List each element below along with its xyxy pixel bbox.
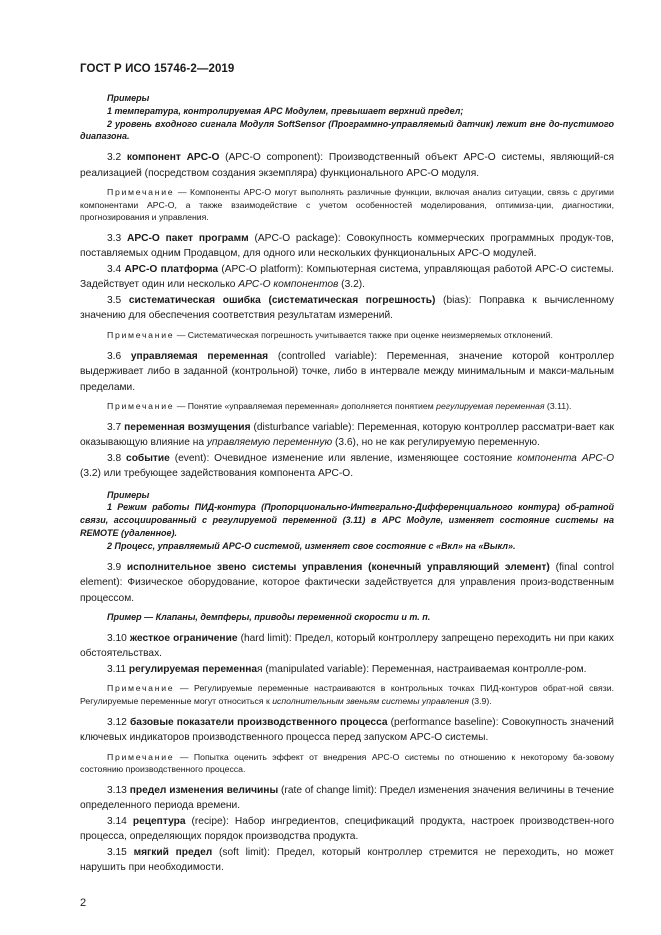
term-title: APC-O платформа (124, 263, 219, 275)
example-item: 2 уровень входного сигнала Модуля SoftSensor (Программно-управляемый датчик) лежит вне до-пустимого диапазона. (80, 118, 614, 142)
term-definition (80, 349, 614, 396)
example-item: 2 Процесс, управляемый APC-O системой, изменяет свое состояние с «Вкл» на «Выкл». (107, 540, 516, 551)
term-text: (hard limit): Предел, который контроллеру запрещено переходить ни при каких обстоятельствах. (80, 632, 614, 660)
term-title: рецептура (132, 815, 186, 827)
term-title: переменная возмущения (124, 421, 251, 433)
note-text: (3.11). (544, 401, 572, 412)
term-definition (80, 420, 614, 451)
note-label: Примечание (107, 751, 175, 762)
note-text: — Попытка оценить эффект от внедрения APC-O системы по отношению к некоторому ба-зовому состоянию производственного процесса. (80, 751, 614, 775)
term-definition (80, 451, 614, 482)
term-text: (controlled variable): Переменная, значение которой контроллер выдерживает либо в заданной (контрольной) точке, либо в интервале между минимальным и макси-мальным пределами. (80, 350, 614, 393)
term-title: жесткое ограничение (129, 632, 238, 644)
example-item: 1 температура, контролируемая АРС Модулем, превышает верхний предел; (107, 105, 464, 116)
term-text: (recipe): Набор ингредиентов, спецификаций продукта, настроек производствен-ного процесса, определяющих порядок производства продукта. (80, 815, 614, 843)
term-title: базовые показатели производственного процесса (129, 716, 388, 728)
term-title: регулируемая переменна (128, 663, 258, 675)
term-definition (80, 783, 614, 814)
note-text: — Регулируемые переменные настраиваются в контрольных точках ПИД-контуров обрат-ной связи. Регулируемые переменные могут относиться к (80, 683, 614, 707)
term-text: (final control element): Физическое оборудование, которое фактически задействуется для управления произ-водственным процессом. (80, 561, 614, 604)
term-text: (3.2) или требующее задействования компонента APC-O. (80, 468, 354, 480)
example-item: 1 Режим работы ПИД-контура (Пропорционально-Интегрально-Дифференциального контура) об-ратной связи, ассоциированный с регулируемой переменной (3.11) в APC Модуле, изменяет состояние системы на REMOTE (удаленное). (80, 502, 614, 539)
examples-title: Примеры (107, 93, 150, 103)
term-reference: APC-O компонентов (238, 279, 339, 291)
term-text: (APC-O platform): Компьютерная система, управляющая работой APC-O системы. Задействует один или несколько (80, 263, 614, 291)
term-text: (3.6), но не как регулируемую переменную. (332, 437, 540, 449)
term-definition (80, 262, 614, 293)
term-definition (80, 560, 614, 607)
term-text: (rate of change limit): Предел изменения значения величины в течение определенного периода времени. (80, 784, 614, 812)
term-number: 3.13 (107, 784, 130, 796)
term-reference: управляемую переменную (206, 437, 333, 449)
term-definition (80, 662, 614, 678)
term-definition (80, 845, 614, 876)
term-definition (80, 150, 614, 181)
term-title: событие (126, 452, 170, 464)
term-number: 3.4 (107, 263, 125, 275)
term-number: 3.5 (107, 294, 129, 306)
term-definition (80, 631, 614, 662)
term-text: (disturbance variable): Переменная, которую контроллер рассматри-вает как оказывающую влияние на (80, 421, 614, 449)
term-title: компонент APC-O (126, 152, 220, 164)
term-text: (performance baseline): Совокупность значений ключевых индикаторов производственного процесса перед запуском APC-O системы. (80, 716, 614, 744)
note-text: — Компоненты APC-O могут выполнять различные функции, включая анализ ситуации, связь с другими компонентами APC-O, а также взаимодействие с учетом особенностей моделирования, оптимиза-ции, диагностики, прогнозирования и управления. (80, 187, 614, 223)
term-number: 3.14 (107, 815, 133, 827)
note-text: — Систематическая погрешность учитывается также при оценке неизмеряемых отклонений. (174, 329, 553, 340)
examples-title: Примеры (107, 489, 150, 500)
term-title: предел изменения величины (129, 784, 279, 796)
note (80, 682, 614, 707)
note (80, 751, 614, 776)
term-text: (APC-O package): Совокупность коммерческих программных продук-тов, поставляемых одним Продавцом, для одного или нескольких функциональных APC-O модулей. (80, 232, 614, 260)
term-text: (3.2). (338, 279, 365, 291)
term-number: 3.11 (107, 663, 129, 675)
note-label: Примечание (107, 683, 175, 694)
note-text: (3.9). (468, 696, 492, 707)
term-title: APC-O пакет программ (126, 232, 249, 244)
term-title: систематическая ошибка (систематическая погрешность) (128, 294, 436, 306)
page-number: 2 (80, 897, 87, 909)
term-text: (soft limit): Предел, который контроллер стремится не переходить, но может нарушить при необходимости. (80, 846, 615, 874)
note (80, 186, 614, 224)
document-body (80, 92, 614, 876)
term-title: мягкий предел (133, 846, 213, 858)
note-label: Примечание (107, 187, 175, 198)
example-item: Пример — Клапаны, демпферы, приводы переменной скорости и т. п. (107, 612, 431, 623)
term-number: 3.3 (107, 232, 127, 244)
term-text: (APC-O component): Производственный объект APC-O системы, являющий-ся реализацией (посредством создания экземпляра) функционального APC-O модуля. (80, 152, 614, 179)
term-number: 3.8 (107, 452, 127, 464)
term-number: 3.2 (107, 152, 127, 164)
note (80, 400, 614, 413)
term-number: 3.15 (107, 846, 134, 858)
note-label: Примечание (107, 329, 175, 340)
term-title: исполнительное звено системы управления (конечный управляющий элемент) (126, 561, 550, 573)
term-text: (event): Очевидное изменение или явление, изменяющее состояние (169, 452, 518, 464)
term-definition (80, 293, 614, 324)
term-definition (80, 814, 614, 845)
note-label: Примечание (107, 401, 175, 412)
term-reference: компонента APC-O (517, 452, 614, 464)
term-number: 3.7 (107, 421, 125, 433)
term-number: 3.9 (107, 561, 127, 573)
note (80, 329, 614, 342)
term-text: я (manipulated variable): Переменная, настраиваемая контролле-ром. (257, 663, 587, 675)
note-text: — Понятие «управляемая переменная» дополняется понятием (174, 401, 437, 412)
term-number: 3.12 (107, 716, 130, 728)
document-header: ГОСТ Р ИСО 15746-2—2019 (80, 63, 235, 75)
term-definition (80, 231, 614, 262)
term-title: управляемая переменная (130, 350, 269, 362)
term-number: 3.6 (107, 350, 131, 362)
term-definition (80, 715, 614, 746)
term-text: (bias): Поправка к вычисленному значению для обеспечения соответствия результатам измерений. (80, 294, 615, 322)
term-reference: регулируемая переменная (436, 401, 545, 412)
term-reference: исполнительным звеньям системы управления (272, 696, 469, 707)
term-number: 3.10 (107, 632, 130, 644)
